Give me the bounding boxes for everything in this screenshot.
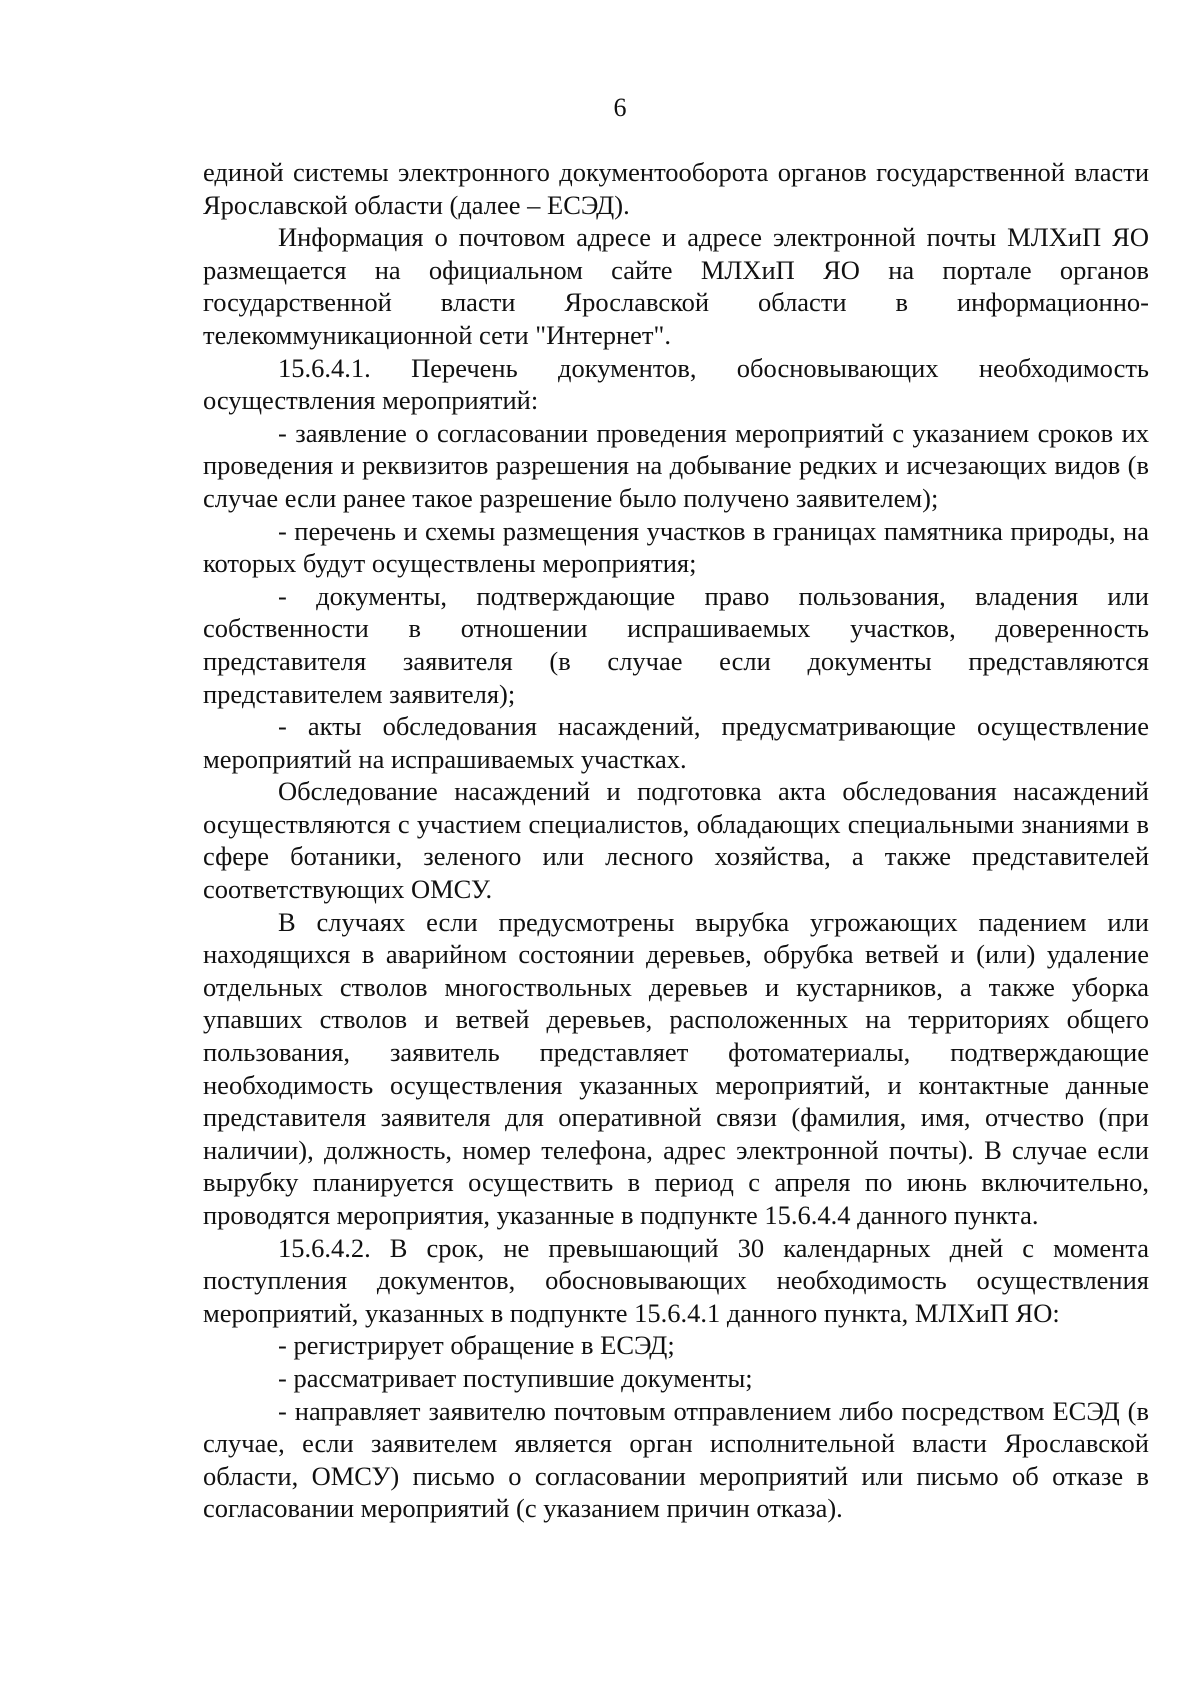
paragraph-contact-info: Информация о почтовом адресе и адресе электронной почты МЛХиП ЯО размещается на официальном сайте МЛХиП ЯО на портале органов государственной власти Ярославской области в информационно-телекоммуникационной сети "Интернет". bbox=[203, 222, 1149, 350]
list-item-application: - заявление о согласовании проведения мероприятий с указанием сроков их проведения и реквизитов разрешения на добывание редких и исчезающих видов (в случае если ранее такое разрешение было получено заявителем); bbox=[203, 417, 1149, 513]
page-number: 6 bbox=[613, 93, 627, 122]
document-body bbox=[203, 156, 1149, 1525]
paragraph-15-6-4-1: 15.6.4.1. Перечень документов, обосновывающих необходимость осуществления мероприятий: bbox=[203, 352, 1149, 416]
list-item-send-letter: - направляет заявителю почтовым отправлением либо посредством ЕСЭД (в случае, если заявителем является орган исполнительной власти Ярославской области, ОМСУ) письмо о согласовании мероприятий или письмо об отказе в согласовании мероприятий (с указанием причин отказа). bbox=[203, 1395, 1149, 1524]
paragraph-hazardous-trees: В случаях если предусмотрены вырубка угрожающих падением или находящихся в аварийном состоянии деревьев, обрубка ветвей и (или) удаление отдельных стволов многоствольных деревьев и кустарников, а также уборка упавших стволов и ветвей деревьев, расположенных на территориях общего пользования, заявитель представляет фотоматериалы, подтверждающие необходимость осуществления указанных мероприятий, и контактные данные представителя заявителя для оперативной связи (фамилия, имя, отчество (при наличии), должность, номер телефона, адрес электронной почты). В случае если вырубку планируется осуществить в период с апреля по июнь включительно, проводятся мероприятия, указанные в подпункте 15.6.4.4 данного пункта. bbox=[203, 906, 1149, 1230]
list-item-review: - рассматривает поступившие документы; bbox=[278, 1362, 753, 1393]
list-item-plots-scheme: - перечень и схемы размещения участков в границах памятника природы, на которых будут осуществлены мероприятия; bbox=[203, 515, 1149, 579]
paragraph-survey: Обследование насаждений и подготовка акта обследования насаждений осуществляются с участием специалистов, обладающих специальными знаниями в сфере ботаники, зеленого или лесного хозяйства, а также представителей соответствующих ОМСУ. bbox=[203, 776, 1149, 905]
list-item-ownership-documents: - документы, подтверждающие право пользования, владения или собственности в отношении испрашиваемых участков, доверенность представителя заявителя (в случае если документы представляются представителем заявителя); bbox=[203, 580, 1149, 709]
list-item-survey-acts: - акты обследования насаждений, предусматривающие осуществление мероприятий на испрашиваемых участках. bbox=[203, 711, 1149, 774]
list-item-register: - регистрирует обращение в ЕСЭД; bbox=[278, 1330, 675, 1361]
paragraph-15-6-4-2: 15.6.4.2. В срок, не превышающий 30 календарных дней с момента поступления документов, обосновывающих необходимость осуществления мероприятий, указанных в подпункте 15.6.4.1 данного пункта, МЛХиП ЯО: bbox=[203, 1232, 1149, 1328]
paragraph-esed-continuation: единой системы электронного документооборота органов государственной власти Ярославской области (далее – ЕСЭД). bbox=[203, 157, 1149, 220]
